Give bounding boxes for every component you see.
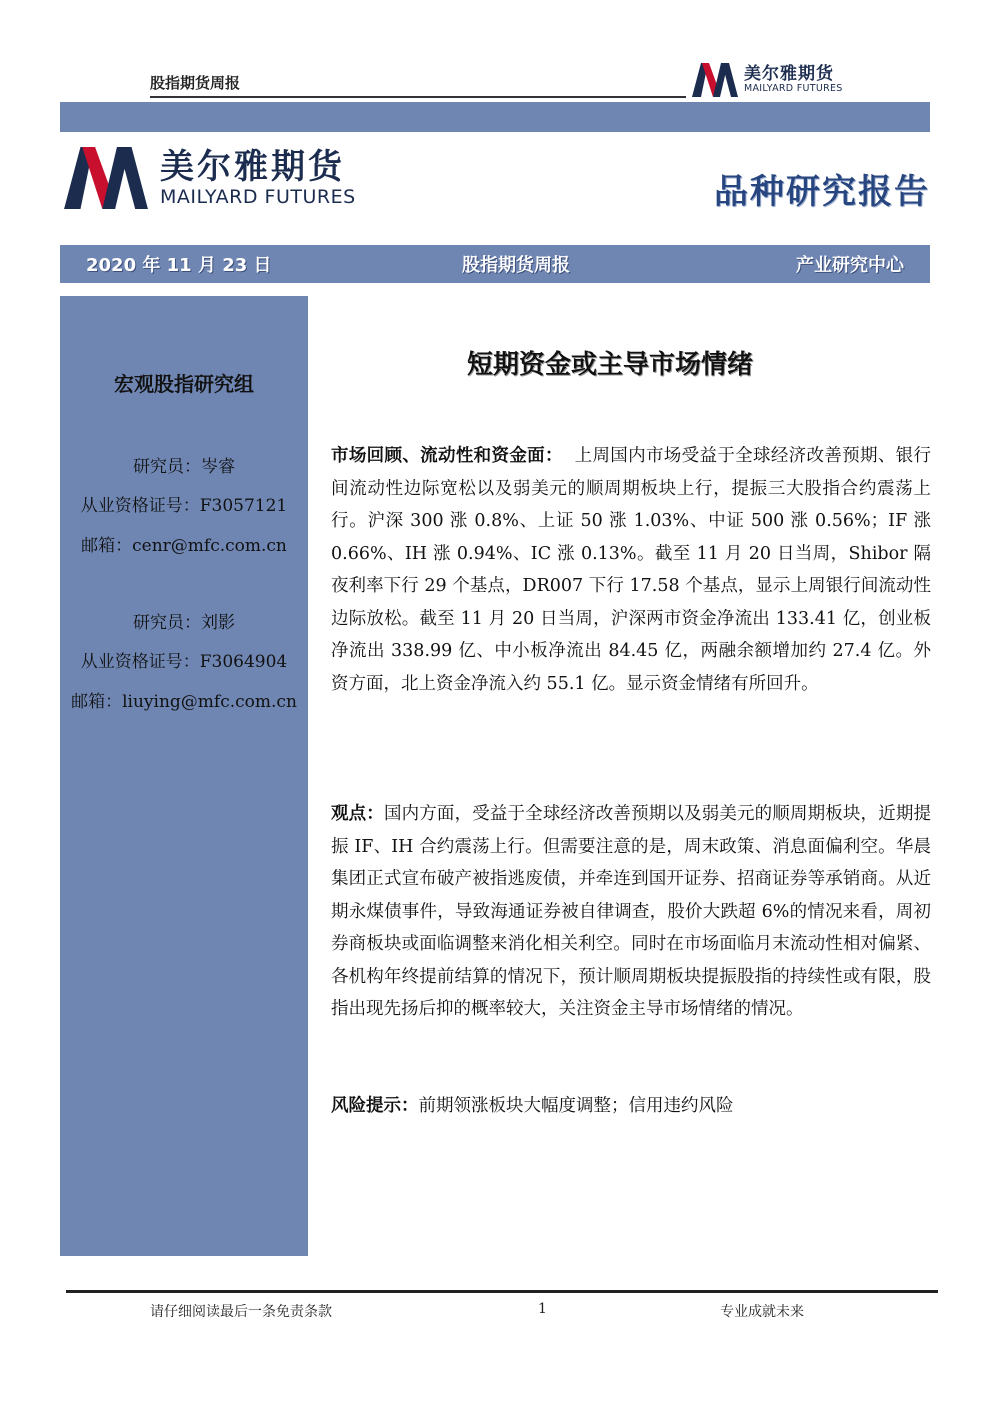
top-color-band	[60, 102, 930, 132]
viewpoint-paragraph	[331, 798, 931, 1026]
analyst-cert: 从业资格证号：F3064904	[80, 652, 288, 672]
banner-logo-cn: 美尔雅期货	[160, 147, 345, 187]
mailyard-logo-large-icon	[62, 147, 150, 209]
banner-logo-en: MAILYARD FUTURES	[160, 186, 356, 208]
section-label: 观点：	[331, 804, 384, 824]
section-text: 前期领涨板块大幅度调整；信用违约风险	[418, 1096, 734, 1116]
analyst-cert: 从业资格证号：F3057121	[80, 496, 288, 516]
analyst-email: 邮箱：cenr@mfc.com.cn	[81, 536, 287, 556]
analyst-name: 研究员：岑睿	[133, 457, 235, 477]
mailyard-logo-icon	[692, 63, 738, 97]
research-group-title: 宏观股指研究组	[114, 372, 254, 396]
report-type-heading: 品种研究报告	[714, 172, 930, 212]
section-text: 上周国内市场受益于全球经济改善预期、银行间流动性边际宽松以及弱美元的顺周期板块上行，提振三大股指合约震荡上行。沪深 300 涨 0.8%、上证 50 涨 1.03%、中证 500 涨 0.56%；IF 涨 0.66%、IH 涨 0.94%、IC 涨 0.13%。截至 11 月 20 日当周，Shibor 隔夜利率下行 29 个基点，DR007 下行 17.58 个基点，显示上周银行间流动性边际放松。截至 11 月 20 日当周，沪深两市资金净流出 133.41 亿，创业板净流出 338.99 亿、中小板净流出 84.45 亿，两融余额增加约 27.4 亿。外资方面，北上资金净流入约 55.1 亿。显示资金情绪有所回升。	[331, 446, 931, 694]
risk-paragraph	[331, 1090, 931, 1123]
article-title: 短期资金或主导市场情绪	[466, 350, 753, 380]
section-label: 风险提示：	[331, 1096, 419, 1116]
analyst-name: 研究员：刘影	[133, 613, 235, 633]
report-name: 股指期货周报	[462, 255, 570, 276]
section-label: 市场回顾、流动性和资金面：	[331, 446, 563, 466]
running-title: 股指期货周报	[150, 74, 241, 92]
footer-rule	[66, 1290, 938, 1293]
page-number: 1	[538, 1301, 547, 1317]
footer-disclaimer: 请仔细阅读最后一条免责条款	[150, 1304, 332, 1320]
department: 产业研究中心	[796, 255, 904, 276]
analyst-sidebar	[60, 296, 308, 1256]
header-rule	[150, 96, 686, 98]
header-logo-cn: 美尔雅期货	[744, 64, 834, 84]
banner-logo	[62, 140, 368, 216]
footer-slogan: 专业成就未来	[720, 1304, 804, 1320]
report-date: 2020 年 11 月 23 日	[86, 255, 272, 276]
market-review-paragraph	[331, 440, 931, 700]
header-logo-en: MAILYARD FUTURES	[744, 83, 843, 94]
info-bar	[60, 245, 930, 283]
analyst-email: 邮箱：liuying@mfc.com.cn	[71, 692, 297, 712]
header-logo	[692, 62, 843, 98]
section-text: 国内方面，受益于全球经济改善预期以及弱美元的顺周期板块，近期提振 IF、IH 合约震荡上行。但需要注意的是，周末政策、消息面偏利空。华晨集团正式宣布破产被指逃废债，并牵连到国开证券、招商证券等承销商。从近期永煤债事件，导致海通证券被自律调查，股价大跌超 6%的情况来看，周初券商板块或面临调整来消化相关利空。同时在市场面临月末流动性相对偏紧、各机构年终提前结算的情况下，预计顺周期板块提振股指的持续性或有限，股指出现先扬后抑的概率较大，关注资金主导市场情绪的情况。	[331, 804, 932, 1019]
